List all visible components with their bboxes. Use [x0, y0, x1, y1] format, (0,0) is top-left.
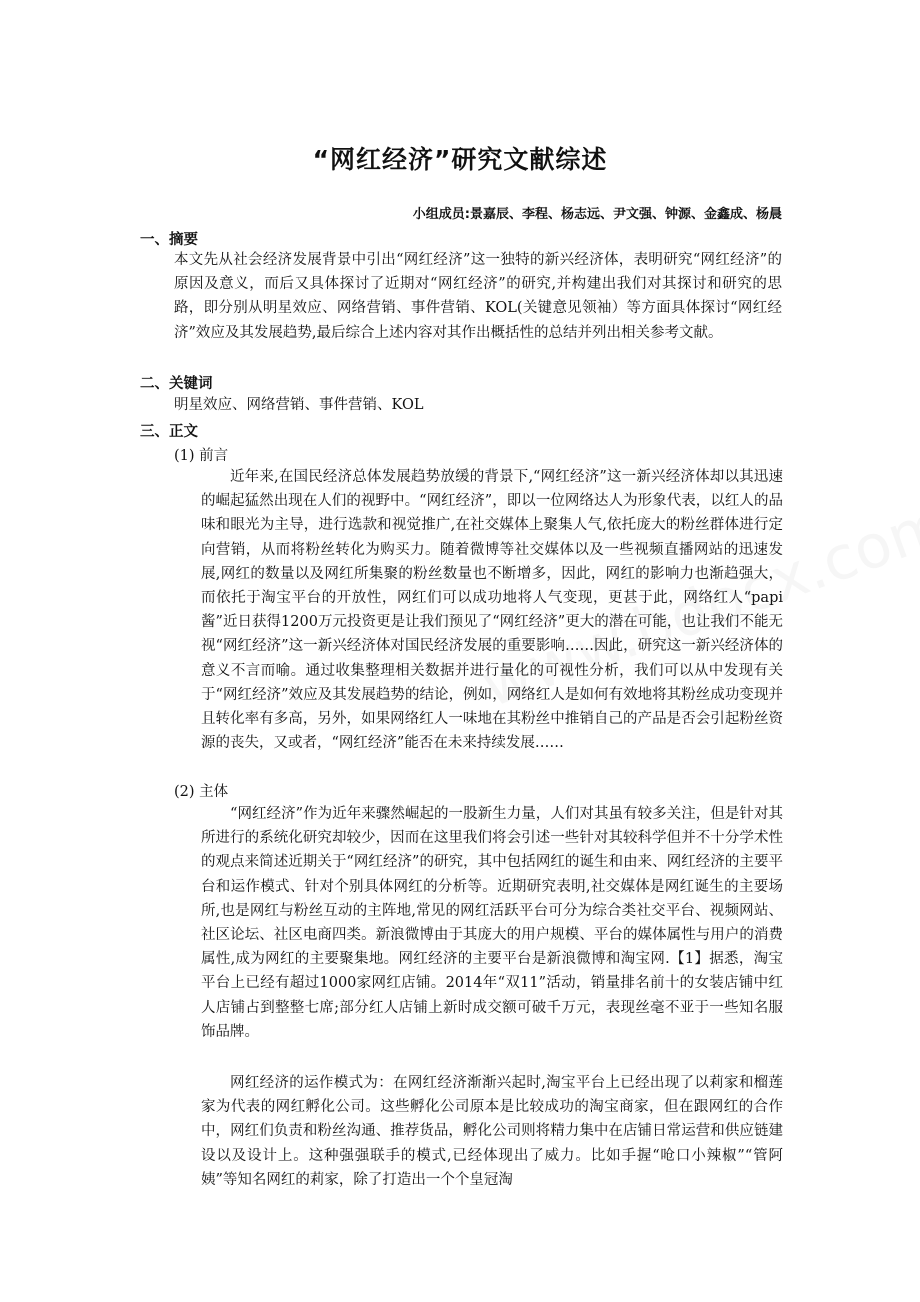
group-members: 小组成员:景嘉辰、李程、杨志远、尹文强、钟源、金鑫成、杨晨	[412, 207, 782, 222]
body-heading: 三、正文	[140, 424, 198, 440]
abstract-heading: 一、摘要	[140, 232, 198, 248]
abstract-text: 本文先从社会经济发展背景中引出“网红经济”这一独特的新兴经济体，表明研究“网红经济”的原因及意义，而后又具体探讨了近期对“网红经济”的研究,并构建出我们对其探讨和研究的思路，即分别从明星效应、网络营销、事件营销、KOL(关键意见领袖）等方面具体探讨“网红经济”效应及其发展趋势,最后综合上述内容对其作出概括性的总结并列出相关参考文献。	[174, 252, 782, 341]
document-title: “网红经济”研究文献综述	[312, 145, 608, 174]
keywords-heading: 二、关键词	[140, 376, 213, 392]
main-paragraph-2: 网红经济的运作模式为：在网红经济渐渐兴起时,淘宝平台上已经出现了以莉家和榴莲家为代表的网红孵化公司。这些孵化公司原本是比较成功的淘宝商家，但在跟网红的合作中，网红们负责和粉丝沟通、推荐货品，孵化公司则将精力集中在店铺日常运营和供应链建设以及设计上。这种强强联手的模式,已经体现出了威力。比如手握“呛口小辣椒”“管阿姨”等知名网红的莉家，除了打造出一个个皇冠淘	[201, 1075, 783, 1188]
main-paragraph-1: “网红经济”作为近年来骤然崛起的一股新生力量，人们对其虽有较多关注，但是针对其所进行的系统化研究却较少，因而在这里我们将会引述一些针对其较科学但并不十分学术性的观点来简述近期关于“网红经济”的研究，其中包括网红的诞生和由来、网红经济的主要平台和运作模式、针对个别具体网红的分析等。近期研究表明,社交媒体是网红诞生的主要场所,也是网红与粉丝互动的主阵地,常见的网红活跃平台可分为综合类社交平台、视频网站、社区论坛、社区电商四类。新浪微博由于其庞大的用户规模、平台的媒体属性与用户的消费属性,成为网红的主要聚集地。网红经济的主要平台是新浪微博和淘宝网.【1】据悉，淘宝平台上已经有超过1000家网红店铺。2014年“双11”活动，销量排名前十的女装店铺中红人店铺占到整整七席;部分红人店铺上新时成交额可破千万元，表现丝毫不亚于一些知名服饰品牌。	[201, 806, 783, 1040]
preface-paragraph: 近年来,在国民经济总体发展趋势放缓的背景下,“网红经济”这一新兴经济体却以其迅速的崛起猛然出现在人们的视野中。“网红经济”，即以一位网络达人为形象代表，以红人的品味和眼光为主导，进行选款和视觉推广,在社交媒体上聚集人气,依托庞大的粉丝群体进行定向营销，从而将粉丝转化为购买力。随着微博等社交媒体以及一些视频直播网站的迅速发展,网红的数量以及网红所集聚的粉丝数量也不断增多，因此，网红的影响力也渐趋强大，而依托于淘宝平台的开放性，网红们可以成功地将人气变现，更甚于此，网络红人“papi酱”近日获得1200万元投资更是让我们预见了“网红经济”更大的潜在可能，也让我们不能无视“网红经济”这一新兴经济体对国民经济发展的重要影响……因此，研究这一新兴经济体的意义不言而喻。通过收集整理相关数据并进行量化的可视性分析，我们可以从中发现有关于“网红经济”效应及其发展趋势的结论，例如，网络红人是如何有效地将其粉丝成功变现并且转化率有多高，另外，如果网络红人一味地在其粉丝中推销自己的产品是否会引起粉丝资源的丧失，又或者，“网红经济”能否在未来持续发展……	[201, 469, 783, 752]
keywords-text: 明星效应、网络营销、事件营销、KOL	[174, 397, 424, 413]
preface-label: (1) 前言	[174, 448, 229, 464]
main-label: (2) 主体	[174, 784, 229, 800]
